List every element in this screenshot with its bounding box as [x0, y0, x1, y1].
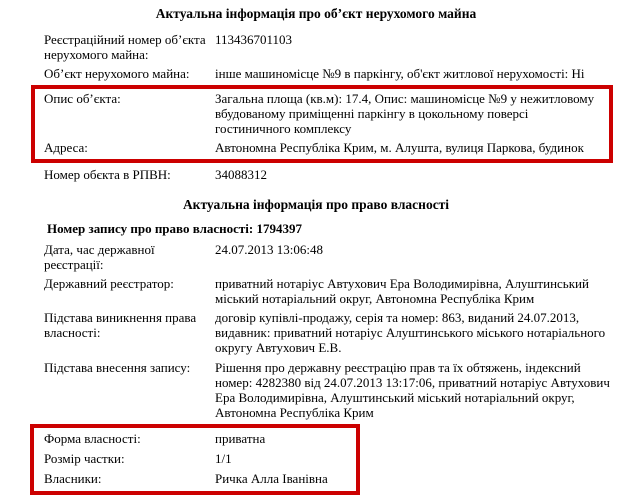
field-row-ownership-form	[44, 431, 356, 446]
field-value: 113436701103	[215, 31, 293, 47]
field-row-registration-number	[44, 32, 622, 62]
field-row-ownership-basis	[44, 310, 622, 355]
field-value: Ричка Алла Іванівна	[215, 471, 328, 487]
field-value: 34088312	[215, 167, 267, 183]
field-label: Об’єкт нерухомого майна:	[44, 65, 190, 81]
highlight-box-description-address	[31, 85, 613, 163]
field-label: Номер обєкта в РПВН:	[44, 167, 171, 183]
field-label: Розмір частки:	[44, 450, 125, 466]
field-label: Адреса:	[44, 140, 88, 156]
field-value: приватна	[215, 430, 266, 446]
field-row-property-object	[44, 66, 622, 81]
field-row-share-size	[44, 451, 356, 466]
field-row-record-basis	[44, 360, 622, 420]
field-value: договір купівлі-продажу, серія та номер: 863, виданий 24.07.2013, видавник: приватний нотаріус Алуштинського міського нотаріального округу Автухович Е.В.	[215, 310, 606, 356]
field-value: інше машиномісце №9 в паркінгу, об'єкт житлової нерухомості: Ні	[215, 65, 585, 81]
field-label: Реєстраційний номер об’єкта нерухомого майна:	[44, 31, 206, 62]
field-value: приватний нотаріус Автухович Ера Володимирівна, Алуштинський міський нотаріальний округ, Автономна Республіка Крим	[215, 276, 589, 307]
field-value: 1/1	[215, 450, 232, 466]
field-row-object-description	[44, 91, 605, 136]
field-row-owners	[44, 471, 356, 486]
field-value: Автономна Республіка Крим, м. Алушта, вулиця Паркова, будинок	[215, 140, 584, 156]
field-label: Дата, час державної реєстрації:	[44, 242, 155, 273]
highlight-box-ownership-details	[30, 424, 360, 495]
field-value: 24.07.2013 13:06:48	[215, 242, 323, 258]
field-row-address	[44, 140, 605, 155]
section-ownership-title: Актуальна інформація про право власності	[182, 197, 450, 213]
section-property-title: Актуальна інформація про об’єкт нерухомого майна	[155, 6, 477, 21]
field-label: Підстава внесення запису:	[44, 359, 191, 375]
field-value: Загальна площа (кв.м): 17.4, Опис: машиномісце №9 у нежитловому вбудованому приміщенні паркінгу в цокольному поверсі гостиничного комплексу	[215, 90, 595, 137]
field-row-state-registrar	[44, 276, 622, 306]
field-row-rpvn-number	[44, 167, 622, 182]
field-row-registration-datetime	[44, 242, 622, 272]
field-label: Власники:	[44, 471, 102, 487]
field-label: Підстава виникнення права власності:	[44, 310, 197, 341]
field-label: Форма власності:	[44, 430, 141, 446]
ownership-record-number: Номер запису про право власності: 1794397	[47, 220, 302, 236]
field-label: Опис об’єкта:	[44, 90, 121, 106]
field-value: Рішення про державну реєстрацію прав та їх обтяжень, індексний номер: 4282380 від 24.07.2013 13:17:06, приватний нотаріус Автухович Ера Володимирівна, Алуштинський міський нотаріальний округ, Автономна Республіка Крим	[215, 359, 610, 420]
field-label: Державний реєстратор:	[44, 276, 174, 292]
